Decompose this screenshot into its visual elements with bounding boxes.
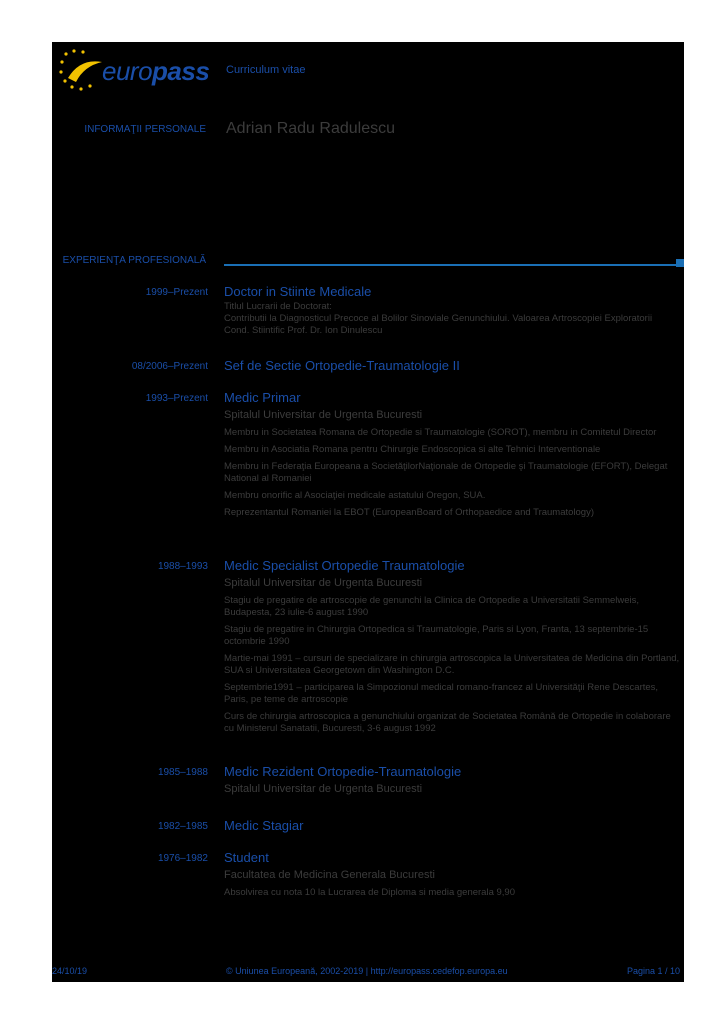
person-name: Adrian Radu Radulescu [226, 120, 395, 137]
entry-title: Doctor in Stiinte Medicale [224, 284, 372, 299]
section-divider [224, 264, 676, 266]
stars-icon [58, 48, 104, 92]
entry-title: Medic Rezident Ortopedie-Traumatologie [224, 764, 462, 779]
entry-detail: Membru in Societatea Romana de Ortopedie si Traumatologie (SOROT), membru in Comitetul Director [224, 427, 657, 438]
entry-date: 1993–Prezent [145, 393, 208, 404]
entry-detail: Cond. Stiintific Prof. Dr. Ion Dinulescu [224, 325, 383, 336]
entry-date: 1999–Prezent [145, 287, 208, 298]
entry-body [224, 764, 682, 796]
entry-detail: Contributii la Diagnosticul Precoce al Bolilor Sinoviale Genunchiului. Valoarea Artroscopiei Exploratorii [224, 313, 653, 324]
cv-title: Curriculum vitae [226, 64, 306, 76]
entry-detail: Septembrie1991 – participarea la Simpozionul medical romano-francez al Universităţii Rene Descartes, Paris, pe teme de artroscopie [224, 682, 659, 705]
entry-detail: Stagiu de pregatire in Chirurgia Ortopedica si Traumatologie, Paris si Lyon, Franta, 13 septembrie-15 octombrie 1990 [224, 624, 649, 647]
entry-detail: Stagiu de pregatire de artroscopie de genunchi la Clinica de Ortopedie a Universitatii Semmelweis, Budapesta, 23 iulie-6 august 1990 [224, 595, 640, 618]
personal-info-heading: INFORMAŢII PERSONALE [84, 124, 206, 135]
entry-date: 1976–1982 [157, 853, 208, 864]
entry-date: 1988–1993 [157, 561, 208, 572]
entry-body [224, 390, 682, 519]
entry-title: Sef de Sectie Ortopedie-Traumatologie II [224, 358, 460, 373]
section-divider-marker [676, 259, 684, 267]
entry-detail: Martie-mai 1991 – cursuri de specializare in chirurgia artroscopica la Universitatea de Medicina din Portland, SUA si Universitatea Georgetown din Washington D.C. [224, 653, 680, 676]
entry-detail: Absolvirea cu nota 10 la Lucrarea de Diploma si media generala 9,90 [224, 887, 515, 898]
entry-body [224, 558, 682, 735]
entry-date: 1982–1985 [157, 821, 208, 832]
entry-body [224, 818, 682, 834]
entry-title: Medic Primar [224, 390, 301, 405]
entry-body [224, 284, 682, 337]
footer-copyright-link[interactable]: © Uniunea Europeană, 2002-2019 | http://europass.cedefop.europa.eu [226, 966, 508, 976]
entry-organization: Spitalul Universitar de Urgenta Bucuresti [224, 409, 423, 421]
entry-title: Student [224, 850, 269, 865]
page-footer [52, 966, 684, 980]
entry-detail: Curs de chirurgia artroscopica a genunchiului organizat de Societatea Română de Ortopedie in colaborare cu Ministerul Sanatatii, Bucuresti, 3-6 august 1992 [224, 711, 671, 734]
entry-organization: Facultatea de Medicina Generala Bucuresti [224, 869, 435, 881]
entry-detail: Titlul Lucrarii de Doctorat: [224, 301, 332, 312]
logo-text-euro: euro [102, 56, 153, 86]
logo-text-pass: pass [152, 56, 210, 86]
experience-heading: EXPERIENŢA PROFESIONALĂ [62, 255, 206, 266]
footer-page-number: Pagina 1 / 10 [626, 966, 680, 976]
entry-detail: Membru in Federaţia Europeana a SocietăţilorNaţionale de Ortopedie şi Traumatologie (EFORT), Delegat National al Romaniei [224, 461, 668, 484]
entry-title: Medic Specialist Ortopedie Traumatologie [224, 558, 465, 573]
europass-logo [58, 48, 208, 92]
entry-date: 08/2006–Prezent [131, 361, 208, 372]
logo-wordmark [102, 56, 209, 87]
entry-detail: Membru onorific al Asociaţiei medicale astatului Oregon, SUA. [224, 490, 486, 501]
cv-page [52, 42, 684, 982]
entry-organization: Spitalul Universitar de Urgenta Bucuresti [224, 577, 423, 589]
entry-detail: Membru in Asociatia Romana pentru Chirurgie Endoscopica si alte Tehnici Interventionale [224, 444, 601, 455]
entry-body [224, 358, 682, 374]
entry-organization: Spitalul Universitar de Urgenta Bucuresti [224, 783, 423, 795]
entry-title: Medic Stagiar [224, 818, 304, 833]
entry-detail: Reprezentantul Romaniei la EBOT (EuropeanBoard of Orthopaedice and Traumatology) [224, 507, 595, 518]
entry-date: 1985–1988 [157, 767, 208, 778]
entry-body [224, 850, 682, 899]
footer-date: 24/10/19 [52, 966, 88, 976]
